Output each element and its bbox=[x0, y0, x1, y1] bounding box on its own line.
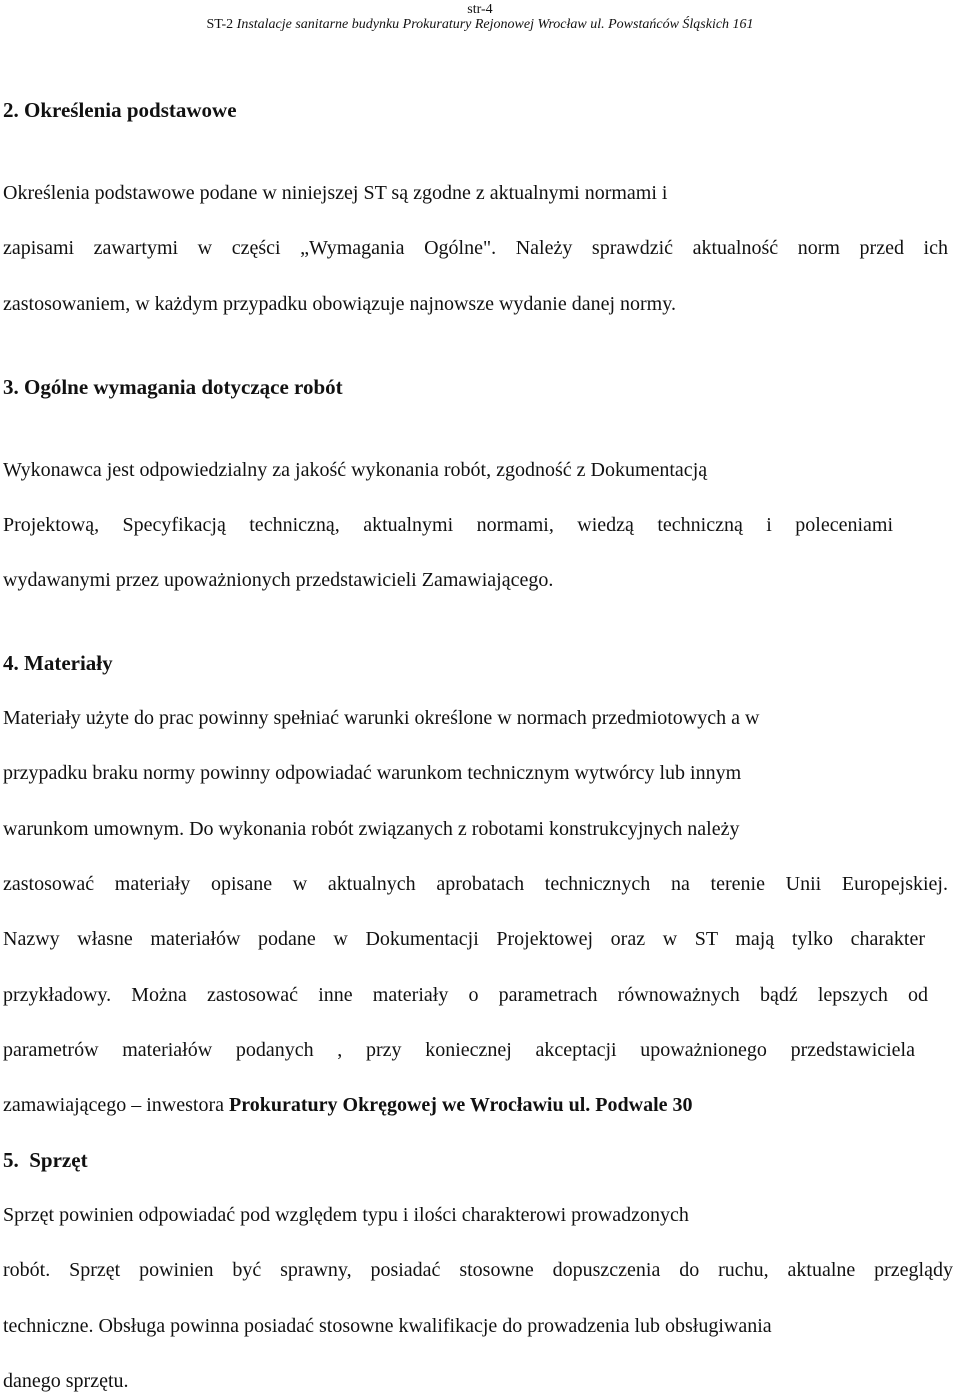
paragraph-line: Wykonawca jest odpowiedzialny za jakość wykonania robót, zgodność z Dokumentacją bbox=[3, 459, 708, 481]
paragraph-line: Materiały użyte do prac powinny spełniać warunki określone w normach przedmiotowych a w bbox=[3, 707, 760, 729]
paragraph-line: Określenia podstawowe podane w niniejszej ST są zgodne z aktualnymi normami i bbox=[3, 182, 668, 204]
paragraph-line: techniczne. Obsługa powinna posiadać stosowne kwalifikacje do prowadzenia lub obsługiwania bbox=[3, 1315, 772, 1337]
page-number: str-4 bbox=[467, 2, 493, 17]
section-heading: 5. Sprzęt bbox=[3, 1148, 88, 1172]
section-heading: 2. Określenia podstawowe bbox=[3, 98, 237, 122]
investor-name: Prokuratury Okręgowej we Wrocławiu ul. Podwale 30 bbox=[229, 1094, 693, 1116]
paragraph-line: Sprzęt powinien odpowiadać pod względem typu i ilości charakterowi prowadzonych bbox=[3, 1204, 689, 1226]
section-heading: 4. Materiały bbox=[3, 651, 113, 675]
document-code: ST-2 bbox=[206, 17, 234, 32]
paragraph-line: przykładowy. Można zastosować inne materiały o parametrach równoważnych bądź lepszych od bbox=[3, 984, 928, 1006]
paragraph-line: parametrów materiałów podanych , przy koniecznej akceptacji upoważnionego przedstawiciela bbox=[3, 1039, 915, 1061]
paragraph-line: zastosować materiały opisane w aktualnych aprobatach technicznych na terenie Unii Europejskiej. bbox=[3, 873, 948, 895]
section-heading: 3. Ogólne wymagania dotyczące robót bbox=[3, 375, 343, 399]
paragraph-line: wydawanymi przez upoważnionych przedstawicieli Zamawiającego. bbox=[3, 569, 554, 591]
paragraph-line: Nazwy własne materiałów podane w Dokumentacji Projektowej oraz w ST mają tylko charakter bbox=[3, 928, 925, 950]
paragraph-text: zamawiającego – inwestora bbox=[3, 1094, 230, 1116]
paragraph-line: zapisami zawartymi w części „Wymagania Ogólne". Należy sprawdzić aktualność norm przed ich bbox=[3, 237, 948, 259]
paragraph-line: danego sprzętu. bbox=[3, 1370, 129, 1392]
paragraph-line: Projektową, Specyfikacją techniczną, aktualnymi normami, wiedzą techniczną i poleceniami bbox=[3, 514, 893, 536]
paragraph-line: warunkom umownym. Do wykonania robót związanych z robotami konstrukcyjnych należy bbox=[3, 818, 740, 840]
document-title-text: Instalacje sanitarne budynku Prokuratury Rejonowej Wrocław ul. Powstańców Śląskich 161 bbox=[233, 17, 754, 32]
paragraph-line: zastosowaniem, w każdym przypadku obowiązuje najnowsze wydanie danej normy. bbox=[3, 293, 676, 315]
paragraph-line: robót. Sprzęt powinien być sprawny, posiadać stosowne dopuszczenia do ruchu, aktualne przeglądy bbox=[3, 1259, 953, 1281]
paragraph-line bbox=[3, 1092, 693, 1118]
paragraph-line: przypadku braku normy powinny odpowiadać warunkom technicznym wytwórcy lub innym bbox=[3, 762, 742, 784]
document-title bbox=[0, 17, 960, 33]
